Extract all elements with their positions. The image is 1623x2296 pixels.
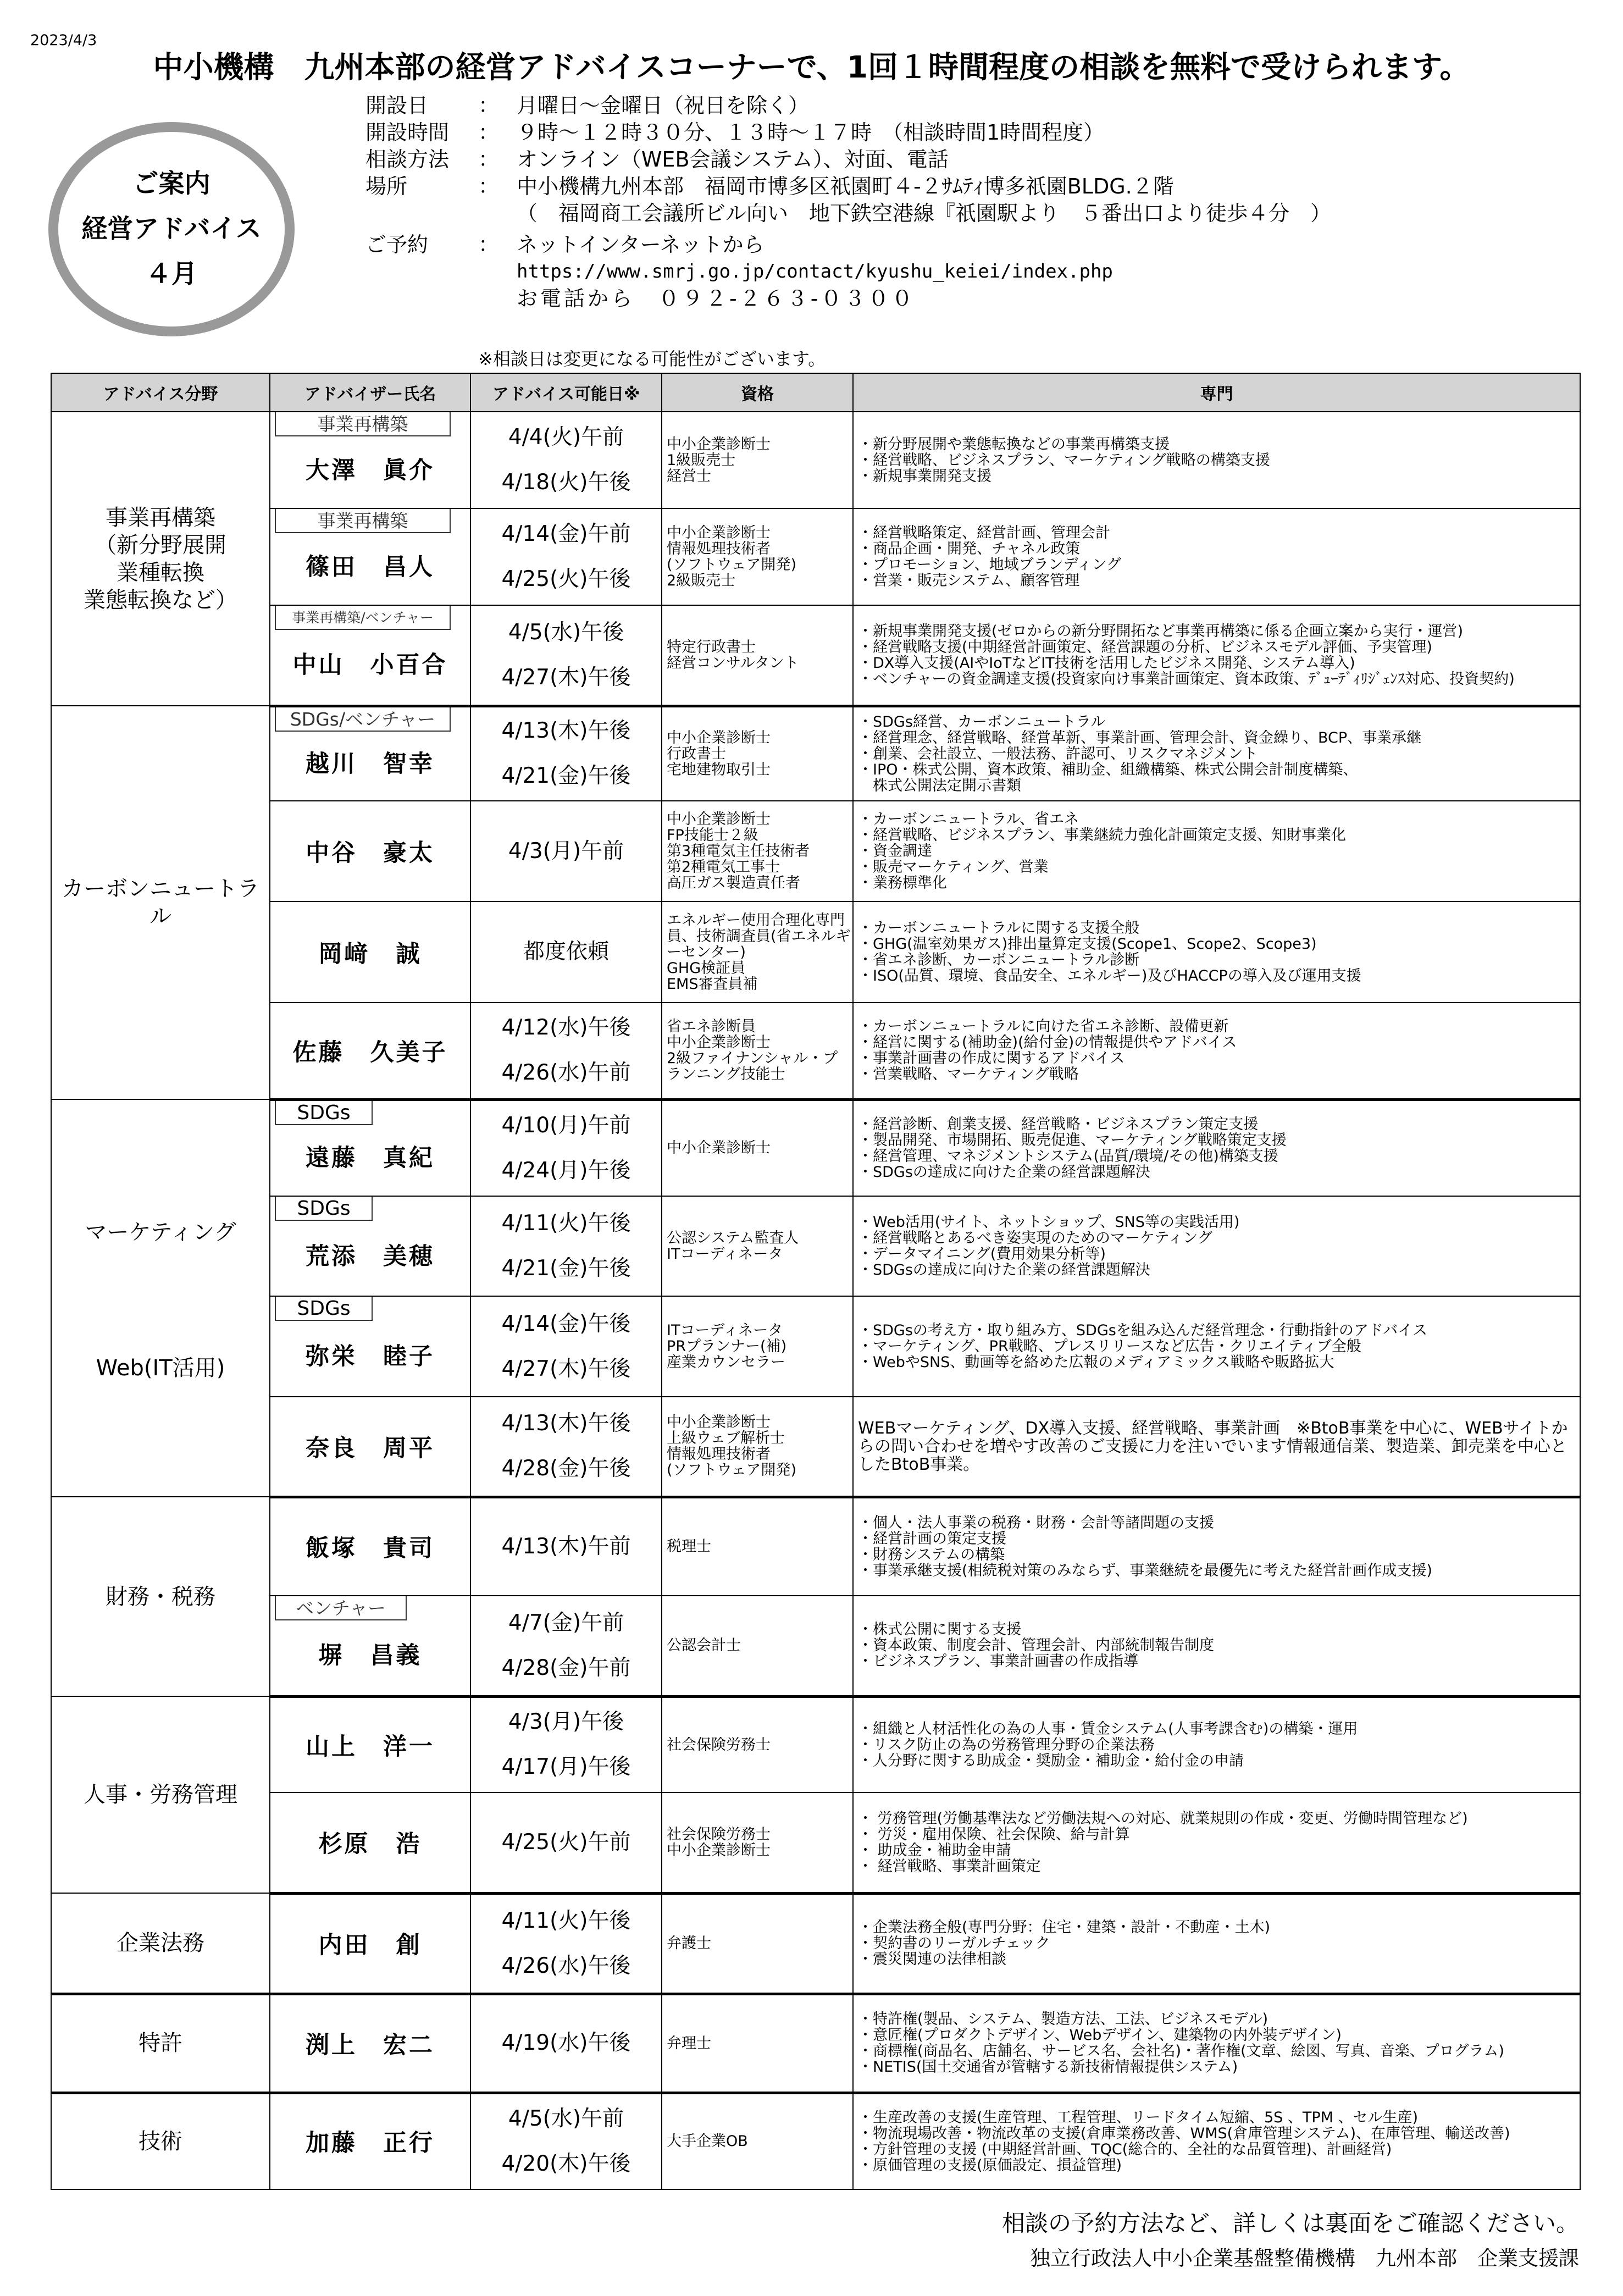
reserve-url-link[interactable]: https://www.smrj.go.jp/contact/kyushu_keiei/index.php: [517, 261, 1113, 283]
advisor-name: 中谷 豪太: [306, 839, 435, 867]
advisor-tag: 事業再構築: [275, 412, 451, 436]
header-specialty: 専門: [853, 373, 1580, 412]
advisor-name: 弥栄 睦子: [306, 1343, 435, 1370]
table-row: [51, 1003, 1580, 1099]
advisor-tag: SDGs: [275, 1197, 373, 1221]
dates-cell: 4/19(水)午後: [470, 1994, 662, 2093]
category-cell: [51, 1099, 270, 1497]
specialty-cell: ・カーボンニュートラルに関する支援全般 ・GHG(温室効果ガス)排出量算定支援(Scope1、Scope2、Scope3) ・省エネ診断、カーボンニュートラル診断 ・ISO(品質、環境、食品安全、エネルギー)及びHACCPの導入及び運用支援: [853, 901, 1580, 1003]
table-row: [51, 1596, 1580, 1696]
header-field: アドバイス分野: [51, 373, 270, 412]
colon: ：: [478, 233, 500, 257]
specialty-cell: ・個人・法人事業の税務・財務・会計等諸問題の支援 ・経営計画の策定支援 ・財務システムの構築 ・事業承継支援(相続税対策のみならず、事業継続を最優先に考えた経営計画作成支援): [853, 1497, 1580, 1596]
advisor-table: [51, 373, 1581, 2190]
advisor-name: 遠藤 真紀: [306, 1144, 435, 1172]
method-label: 相談方法: [365, 147, 450, 171]
specialty-cell: ・カーボンニュートラルに向けた省エネ診断、設備更新 ・経営に関する(補助金)(給付金)の情報提供やアドバイス ・事業計画書の作成に関するアドバイス ・営業戦略、マーケティング戦略: [853, 1003, 1580, 1099]
advisor-cell: [270, 1196, 470, 1296]
table-row: [51, 1296, 1580, 1397]
method-value: オンライン（WEB会議システム）、対面、電話: [517, 147, 949, 171]
advisor-cell: [270, 412, 470, 508]
advisor-name: 篠田 昌人: [306, 553, 435, 581]
table-header-row: [51, 373, 1580, 412]
category-cell: 企業法務: [51, 1893, 270, 1994]
table-row: [51, 1696, 1580, 1792]
qualification-cell: 弁護士: [662, 1893, 853, 1994]
header-dates: アドバイス可能日※: [470, 373, 662, 412]
dates-cell: 4/4(火)午前 4/18(火)午後: [470, 412, 662, 508]
reserve-row: [365, 231, 1331, 258]
advisor-name: 佐藤 久美子: [292, 1038, 448, 1066]
table-row: [51, 1994, 1580, 2093]
advisor-name: 奈良 周平: [306, 1434, 435, 1462]
badge-line-1: ご案内: [132, 169, 211, 199]
category-cell: 技術: [51, 2093, 270, 2189]
dates-cell: 4/12(水)午後 4/26(水)午前: [470, 1003, 662, 1099]
hours-row: [365, 119, 1331, 146]
header-qualification: 資格: [662, 373, 853, 412]
dates-cell: 4/3(月)午後 4/17(月)午後: [470, 1696, 662, 1792]
specialty-cell: WEBマーケティング、DX導入支援、経営戦略、事業計画 ※BtoB事業を中心に、WEBサイトからの問い合わせを増やす改善のご支援に力を注いでいます情報通信業、製造業、卸売業を中心としたBtoB事業。: [853, 1397, 1580, 1497]
qualification-cell: 中小企業診断士 行政書士 宅地建物取引士: [662, 706, 853, 801]
advisor-cell: [270, 706, 470, 801]
advisor-name: 塀 昌義: [318, 1642, 422, 1670]
reserve-value: ネットインターネットから: [517, 233, 765, 257]
open-days-label: 開設日: [365, 93, 429, 118]
table-row: [51, 1099, 1580, 1196]
specialty-cell: ・組織と人材活性化の為の人事・賃金システム(人事考課含む)の構築・運用 ・リスク防止の為の労務管理分野の企業法務 ・人分野に関する助成金・奨励金・補助金・給付金の申請: [853, 1696, 1580, 1792]
qualification-cell: 公認システム監査人 ITコーディネータ: [662, 1196, 853, 1296]
place-value: 中小機構九州本部 福岡市博多区祇園町４-２ｻﾑﾃｨ博多祇園BLDG.２階: [517, 174, 1174, 198]
advisor-cell: [270, 1696, 470, 1792]
table-row: [51, 706, 1580, 801]
qualification-cell: 中小企業診断士 上級ウェブ解析士 情報処理技術者 (ソフトウェア開発): [662, 1397, 853, 1497]
place-sub: （ 福岡商工会議所ビル向い 地下鉄空港線『祇園駅より ５番出口より徒歩４分 ）: [517, 201, 1332, 225]
specialty-cell: ・生産改善の支援(生産管理、工程管理、リードタイム短縮、5S 、TPM 、セル生産) ・物流現場改善・物流改革の支援(倉庫業務改善、WMS(倉庫管理システム)、在庫管理、輸送改善) ・方針管理の支援 (中期経営計画、TQC(総合的、全社的な品質管理)、計画経営) ・原価管理の支援(原価設定、損益管理): [853, 2093, 1580, 2189]
qualification-cell: 特定行政書士 経営コンサルタント: [662, 605, 853, 706]
open-days-row: [365, 92, 1331, 119]
dates-cell: 4/11(火)午後 4/26(水)午後: [470, 1893, 662, 1994]
advisor-name: 渕上 宏二: [306, 2031, 435, 2059]
specialty-cell: ・SDGsの考え方・取り組み方、SDGsを組み込んだ経営理念・行動指針のアドバイス ・マーケティング、PR戦略、プレスリリースなど広告・クリエイティブ全般 ・WebやSNS、動画等を絡めた広報のメディアミックス戦略や販路拡大: [853, 1296, 1580, 1397]
colon: ：: [478, 120, 500, 145]
category-web: Web(IT活用): [96, 1355, 225, 1381]
dates-cell: 4/14(金)午前 4/25(火)午後: [470, 508, 662, 605]
category-marketing: マーケティング: [85, 1219, 236, 1245]
qualification-cell: 省エネ診断員 中小企業診断士 2級ファイナンシャル・プランニング技能士: [662, 1003, 853, 1099]
place-row: [365, 173, 1331, 200]
advisor-cell: [270, 1003, 470, 1099]
qualification-cell: ITコーディネータ PRプランナー(補) 産業カウンセラー: [662, 1296, 853, 1397]
specialty-cell: ・Web活用(サイト、ネットショップ、SNS等の実践活用) ・経営戦略とあるべき姿実現のためのマーケティング ・データマイニング(費用効果分析等) ・SDGsの達成に向けた企業の経営課題解決: [853, 1196, 1580, 1296]
dates-cell: 4/14(金)午後 4/27(木)午後: [470, 1296, 662, 1397]
colon: ：: [478, 147, 500, 171]
category-cell: 財務・税務: [51, 1497, 270, 1696]
badge-line-2: 経営アドバイス: [81, 214, 262, 244]
advisor-tag: SDGs: [275, 1297, 373, 1321]
headline: 中小機構 九州本部の経営アドバイスコーナーで、1回１時間程度の相談を無料で受けられます。: [153, 49, 1470, 85]
dates-cell: 4/5(水)午前 4/20(木)午後: [470, 2093, 662, 2189]
advisor-tag: SDGs: [275, 1101, 373, 1125]
colon: ：: [478, 174, 500, 198]
dates-cell: 4/7(金)午前 4/28(金)午前: [470, 1596, 662, 1696]
specialty-cell: ・経営診断、創業支援、経営戦略・ビジネスプラン策定支援 ・製品開発、市場開拓、販売促進、マーケティング戦略策定支援 ・経営管理、マネジメントシステム(品質/環境/その他)構築支援 ・SDGsの達成に向けた企業の経営課題解決: [853, 1099, 1580, 1196]
advisor-cell: [270, 605, 470, 706]
info-block: [365, 92, 1331, 312]
hours-value: ９時～１２時３０分、１３時～１７時 （相談時間1時間程度）: [517, 120, 1105, 145]
reserve-tel: お電話から ０９２-２６３-０３００: [517, 286, 916, 311]
specialty-cell: ・SDGs経営、カーボンニュートラル ・経営理念、経営戦略、経営革新、事業計画、管理会計、資金繰り、BCP、事業承継 ・創業、会社設立、一般法務、許認可、リスクマネジメント ・IPO・株式公開、資本政策、補助金、組織構築、株式公開会計制度構築、 株式公開法定開示書類: [853, 706, 1580, 801]
advisor-name: 飯塚 貴司: [306, 1535, 435, 1563]
advisor-cell: [270, 801, 470, 901]
category-cell: 特許: [51, 1994, 270, 2093]
footer-note: 相談の予約方法など、詳しくは裏面をご確認ください。: [1001, 2210, 1579, 2237]
table-row: [51, 901, 1580, 1003]
table-row: [51, 1497, 1580, 1596]
advisor-cell: [270, 1296, 470, 1397]
advisor-cell: [270, 1994, 470, 2093]
qualification-cell: エネルギー使用合理化専門員、技術調査員(省エネルギーセンター) GHG検証員 EMS審査員補: [662, 901, 853, 1003]
hours-label: 開設時間: [365, 120, 450, 145]
qualification-cell: 社会保険労務士: [662, 1696, 853, 1792]
dates-cell: 4/13(木)午前: [470, 1497, 662, 1596]
dates-cell: 都度依頼: [470, 901, 662, 1003]
dates-cell: 4/13(木)午後 4/21(金)午後: [470, 706, 662, 801]
place-label: 場所: [365, 174, 408, 198]
method-row: [365, 146, 1331, 173]
advisor-cell: [270, 1893, 470, 1994]
qualification-cell: 中小企業診断士: [662, 1099, 853, 1196]
advisor-tag: ベンチャー: [275, 1596, 407, 1620]
advisor-name: 中山 小百合: [292, 651, 448, 679]
advisor-name: 荒添 美穂: [306, 1242, 435, 1270]
advisor-name: 山上 洋一: [306, 1733, 435, 1761]
schedule-note: ※相談日は変更になる可能性がございます。: [478, 348, 826, 369]
qualification-cell: 中小企業診断士 FP技能士２級 第3種電気主任技術者 第2種電気工事士 高圧ガス製造責任者: [662, 801, 853, 901]
category-cell: 事業再構築 （新分野展開 業種転換 業態転換など）: [51, 412, 270, 706]
specialty-cell: ・企業法務全般(専門分野：住宅・建築・設計・不動産・土木) ・契約書のリーガルチェック ・震災関連の法律相談: [853, 1893, 1580, 1994]
table-row: [51, 1893, 1580, 1994]
reserve-label: ご予約: [365, 233, 429, 257]
dates-cell: 4/13(木)午後 4/28(金)午後: [470, 1397, 662, 1497]
dates-cell: 4/25(火)午前: [470, 1792, 662, 1893]
qualification-cell: 中小企業診断士 情報処理技術者 (ソフトウェア開発) 2級販売士: [662, 508, 853, 605]
guide-badge: [48, 122, 295, 336]
table-row: [51, 412, 1580, 508]
footer-organization: 独立行政法人中小企業基盤整備機構 九州本部 企業支援課: [1030, 2247, 1579, 2270]
advisor-tag: 事業再構築: [275, 509, 451, 533]
advisor-cell: [270, 1099, 470, 1196]
specialty-cell: ・新分野展開や業態転換などの事業再構築支援 ・経営戦略、ビジネスプラン、マーケティング戦略の構築支援 ・新規事業開発支援: [853, 412, 1580, 508]
qualification-cell: 大手企業OB: [662, 2093, 853, 2189]
dates-cell: 4/3(月)午前: [470, 801, 662, 901]
badge-line-3: ４月: [146, 259, 197, 289]
qualification-cell: 公認会計士: [662, 1596, 853, 1696]
table-row: [51, 2093, 1580, 2189]
advisor-name: 内田 創: [318, 1932, 422, 1959]
table-row: [51, 605, 1580, 706]
qualification-cell: 弁理士: [662, 1994, 853, 2093]
category-cell: カーボンニュートラル: [51, 706, 270, 1099]
specialty-cell: ・新規事業開発支援(ゼロからの新分野開拓など事業再構築に係る企画立案から実行・運営) ・経営戦略支援(中期経営計画策定、経営課題の分析、ビジネスモデル評価、予実管理) ・DX導入支援(AIやIoTなどIT技術を活用したビジネス開発、システム導入) ・ベンチャーの資金調達支援(投資家向け事業計画策定、資本政策、ﾃﾞｭｰﾃﾞｨﾘｼﾞｪﾝｽ対応、投資契約): [853, 605, 1580, 706]
specialty-cell: ・ 労務管理(労働基準法など労働法規への対応、就業規則の作成・変更、労働時間管理など) ・ 労災・雇用保険、社会保険、給与計算 ・ 助成金・補助金申請 ・ 経営戦略、事業計画策定: [853, 1792, 1580, 1893]
table-row: [51, 1196, 1580, 1296]
advisor-name: 岡﨑 誠: [318, 940, 422, 968]
specialty-cell: ・カーボンニュートラル、省エネ ・経営戦略、ビジネスプラン、事業継続力強化計画策定支援、知財事業化 ・資金調達 ・販売マーケティング、営業 ・業務標準化: [853, 801, 1580, 901]
advisor-name: 大澤 眞介: [306, 456, 435, 484]
advisor-tag: 事業再構築/ベンチャー: [275, 606, 451, 630]
qualification-cell: 中小企業診断士 1級販売士 経営士: [662, 412, 853, 508]
table-row: [51, 1792, 1580, 1893]
dates-cell: 4/5(水)午後 4/27(木)午後: [470, 605, 662, 706]
advisor-cell: [270, 1596, 470, 1696]
specialty-cell: ・経営戦略策定、経営計画、管理会計 ・商品企画・開発、チャネル政策 ・プロモーション、地域ブランディング ・営業・販売システム、顧客管理: [853, 508, 1580, 605]
table-row: [51, 801, 1580, 901]
advisor-tag: SDGs/ベンチャー: [275, 707, 451, 732]
dates-cell: 4/11(火)午後 4/21(金)午後: [470, 1196, 662, 1296]
qualification-cell: 税理士: [662, 1497, 853, 1596]
advisor-name: 杉原 浩: [318, 1830, 422, 1858]
advisor-cell: [270, 901, 470, 1003]
advisor-cell: [270, 2093, 470, 2189]
advisor-cell: [270, 1397, 470, 1497]
advisor-cell: [270, 1497, 470, 1596]
open-days-value: 月曜日～金曜日（祝日を除く）: [517, 93, 810, 118]
category-cell: 人事・労務管理: [51, 1696, 270, 1893]
advisor-cell: [270, 508, 470, 605]
document-date: 2023/4/3: [30, 32, 97, 49]
table-row: [51, 1397, 1580, 1497]
advisor-name: 加藤 正行: [306, 2129, 435, 2157]
header-advisor: アドバイザー氏名: [270, 373, 470, 412]
specialty-cell: ・特許権(製品、システム、製造方法、工法、ビジネスモデル) ・意匠権(プロダクトデザイン、Webデザイン、建築物の内外装デザイン) ・商標権(商品名、店舗名、サービス名、会社名)・著作権(文章、絵図、写真、音楽、プログラム) ・NETIS(国土交通省が管轄する新技術情報提供システム): [853, 1994, 1580, 2093]
table-row: [51, 508, 1580, 605]
colon: ：: [478, 93, 500, 118]
qualification-cell: 社会保険労務士 中小企業診断士: [662, 1792, 853, 1893]
advisor-name: 越川 智幸: [306, 750, 435, 778]
dates-cell: 4/10(月)午前 4/24(月)午後: [470, 1099, 662, 1196]
advisor-cell: [270, 1792, 470, 1893]
specialty-cell: ・株式公開に関する支援 ・資本政策、制度会計、管理会計、内部統制報告制度 ・ビジネスプラン、事業計画書の作成指導: [853, 1596, 1580, 1696]
